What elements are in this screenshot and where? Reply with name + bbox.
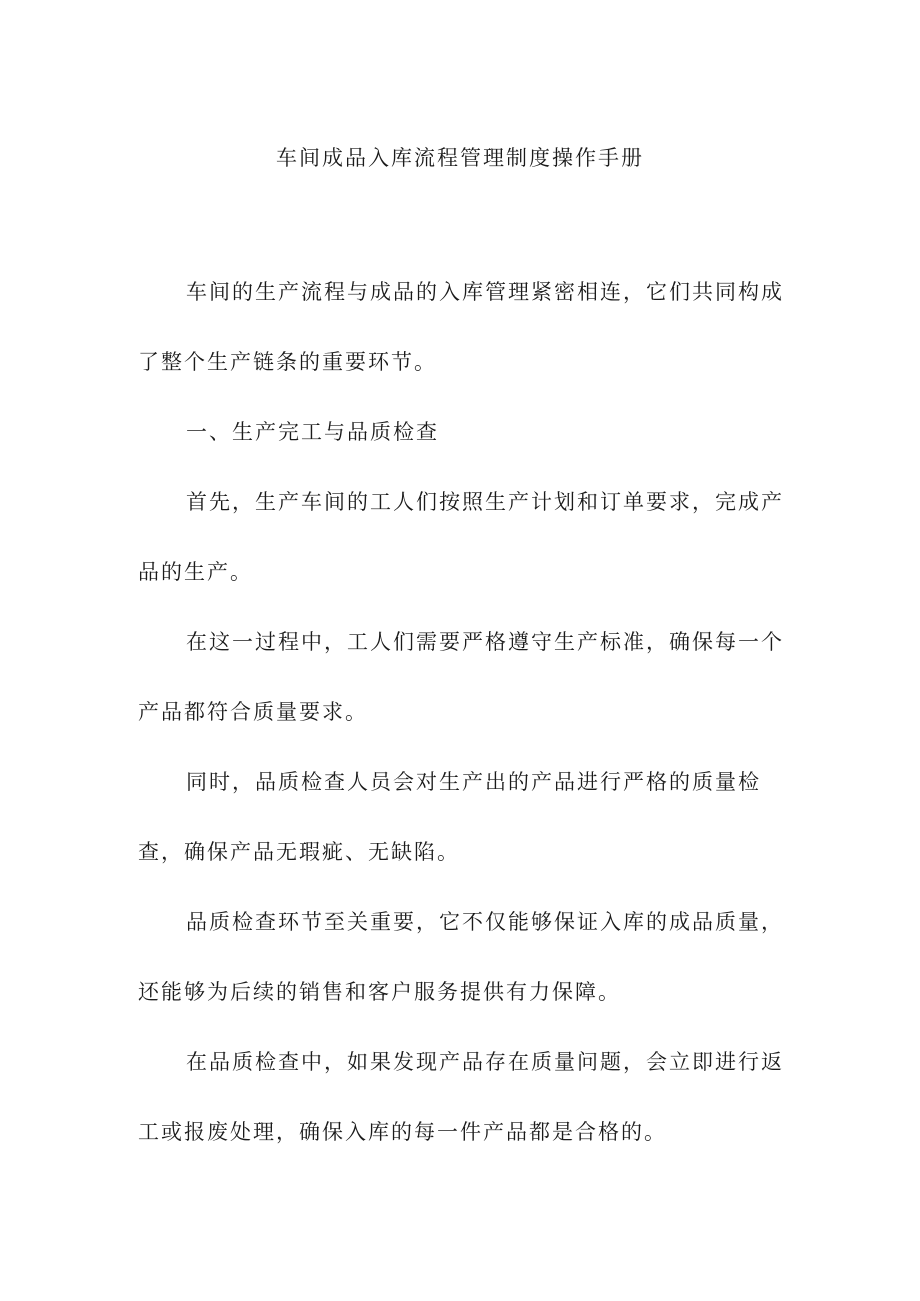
document-title: 车间成品入库流程管理制度操作手册 [276,146,644,170]
paragraph-rework-handling: 在品质检查中，如果发现产品存在质量问题，会立即进行返工或报废处理，确保入库的每一件产品都是合格的。 [138,1050,784,1144]
paragraph-quality-inspection: 同时，品质检查人员会对生产出的产品进行严格的质量检查，确保产品无瑕疵、无缺陷。 [138,770,761,864]
paragraph-production-completion: 首先，生产车间的工人们按照生产计划和订单要求，完成产品的生产。 [138,490,784,584]
paragraph-inspection-importance: 品质检查环节至关重要，它不仅能够保证入库的成品质量，还能够为后续的销售和客户服务提供有力保障。 [138,910,784,1004]
paragraph-production-standards: 在这一过程中，工人们需要严格遵守生产标准，确保每一个产品都符合质量要求。 [138,630,784,724]
section-heading-production-quality: 一、生产完工与品质检查 [186,420,439,444]
paragraph-intro: 车间的生产流程与成品的入库管理紧密相连，它们共同构成了整个生产链条的重要环节。 [138,280,784,374]
